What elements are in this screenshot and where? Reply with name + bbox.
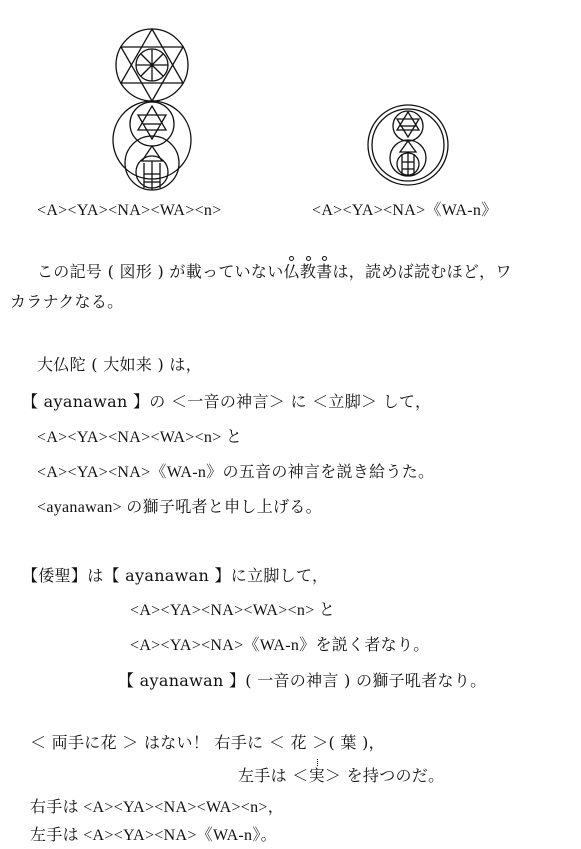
section1-line-5: <ayanawan> の獅子吼者と申し上げる。 [37, 499, 322, 516]
intro-line-1: この記号 ( 図形 ) が載っていない仏教書は，読めば読むほど，ワ [37, 262, 512, 281]
emphasis-char: 実 [308, 766, 325, 785]
section1-line-1: 大仏陀 ( 大如来 ) は， [37, 355, 203, 374]
section1-line-3: <A><YA><NA><WA><n> と [37, 429, 243, 446]
emphasis-char: 書 [316, 262, 333, 281]
left-figure-caption: <A><YA><NA><WA><n> [37, 202, 222, 219]
section1-line-4: <A><YA><NA>《WA-n》の五音の神言を説き給うた。 [37, 464, 435, 481]
section2-line-4: 【 ayanawan 】( 一音の神言 ) の獅子吼者なり。 [118, 671, 487, 690]
intro-line-2: カラナクなる。 [10, 292, 124, 311]
section2-line-1: 【倭聖】は【 ayanawan 】に立脚して， [22, 566, 329, 585]
section3-line-4: 左手は <A><YA><NA>《WA-n》。 [30, 827, 277, 844]
section3-line-3: 右手は <A><YA><NA><WA><n>， [30, 799, 285, 816]
emphasis-char: 教 [299, 262, 317, 281]
section3-line-1: ＜ 両手に花 ＞ はない！ 右手に ＜ 花 ＞( 葉 )， [30, 733, 385, 752]
right-mandala-figure [365, 96, 451, 192]
section2-line-2: <A><YA><NA><WA><n> と [130, 602, 336, 619]
section1-line-2: 【 ayanawan 】の ＜一音の神言＞ に ＜立脚＞ して， [22, 392, 432, 411]
right-figure-caption: <A><YA><NA>《WA-n》 [312, 202, 498, 219]
section2-line-3: <A><YA><NA>《WA-n》を説く者なり。 [130, 637, 430, 654]
section3-line-2: 左手は ＜実＞ を持つのだ。 [238, 766, 445, 785]
left-mandala-figure [100, 18, 204, 196]
emphasis-char: 仏 [283, 262, 300, 281]
